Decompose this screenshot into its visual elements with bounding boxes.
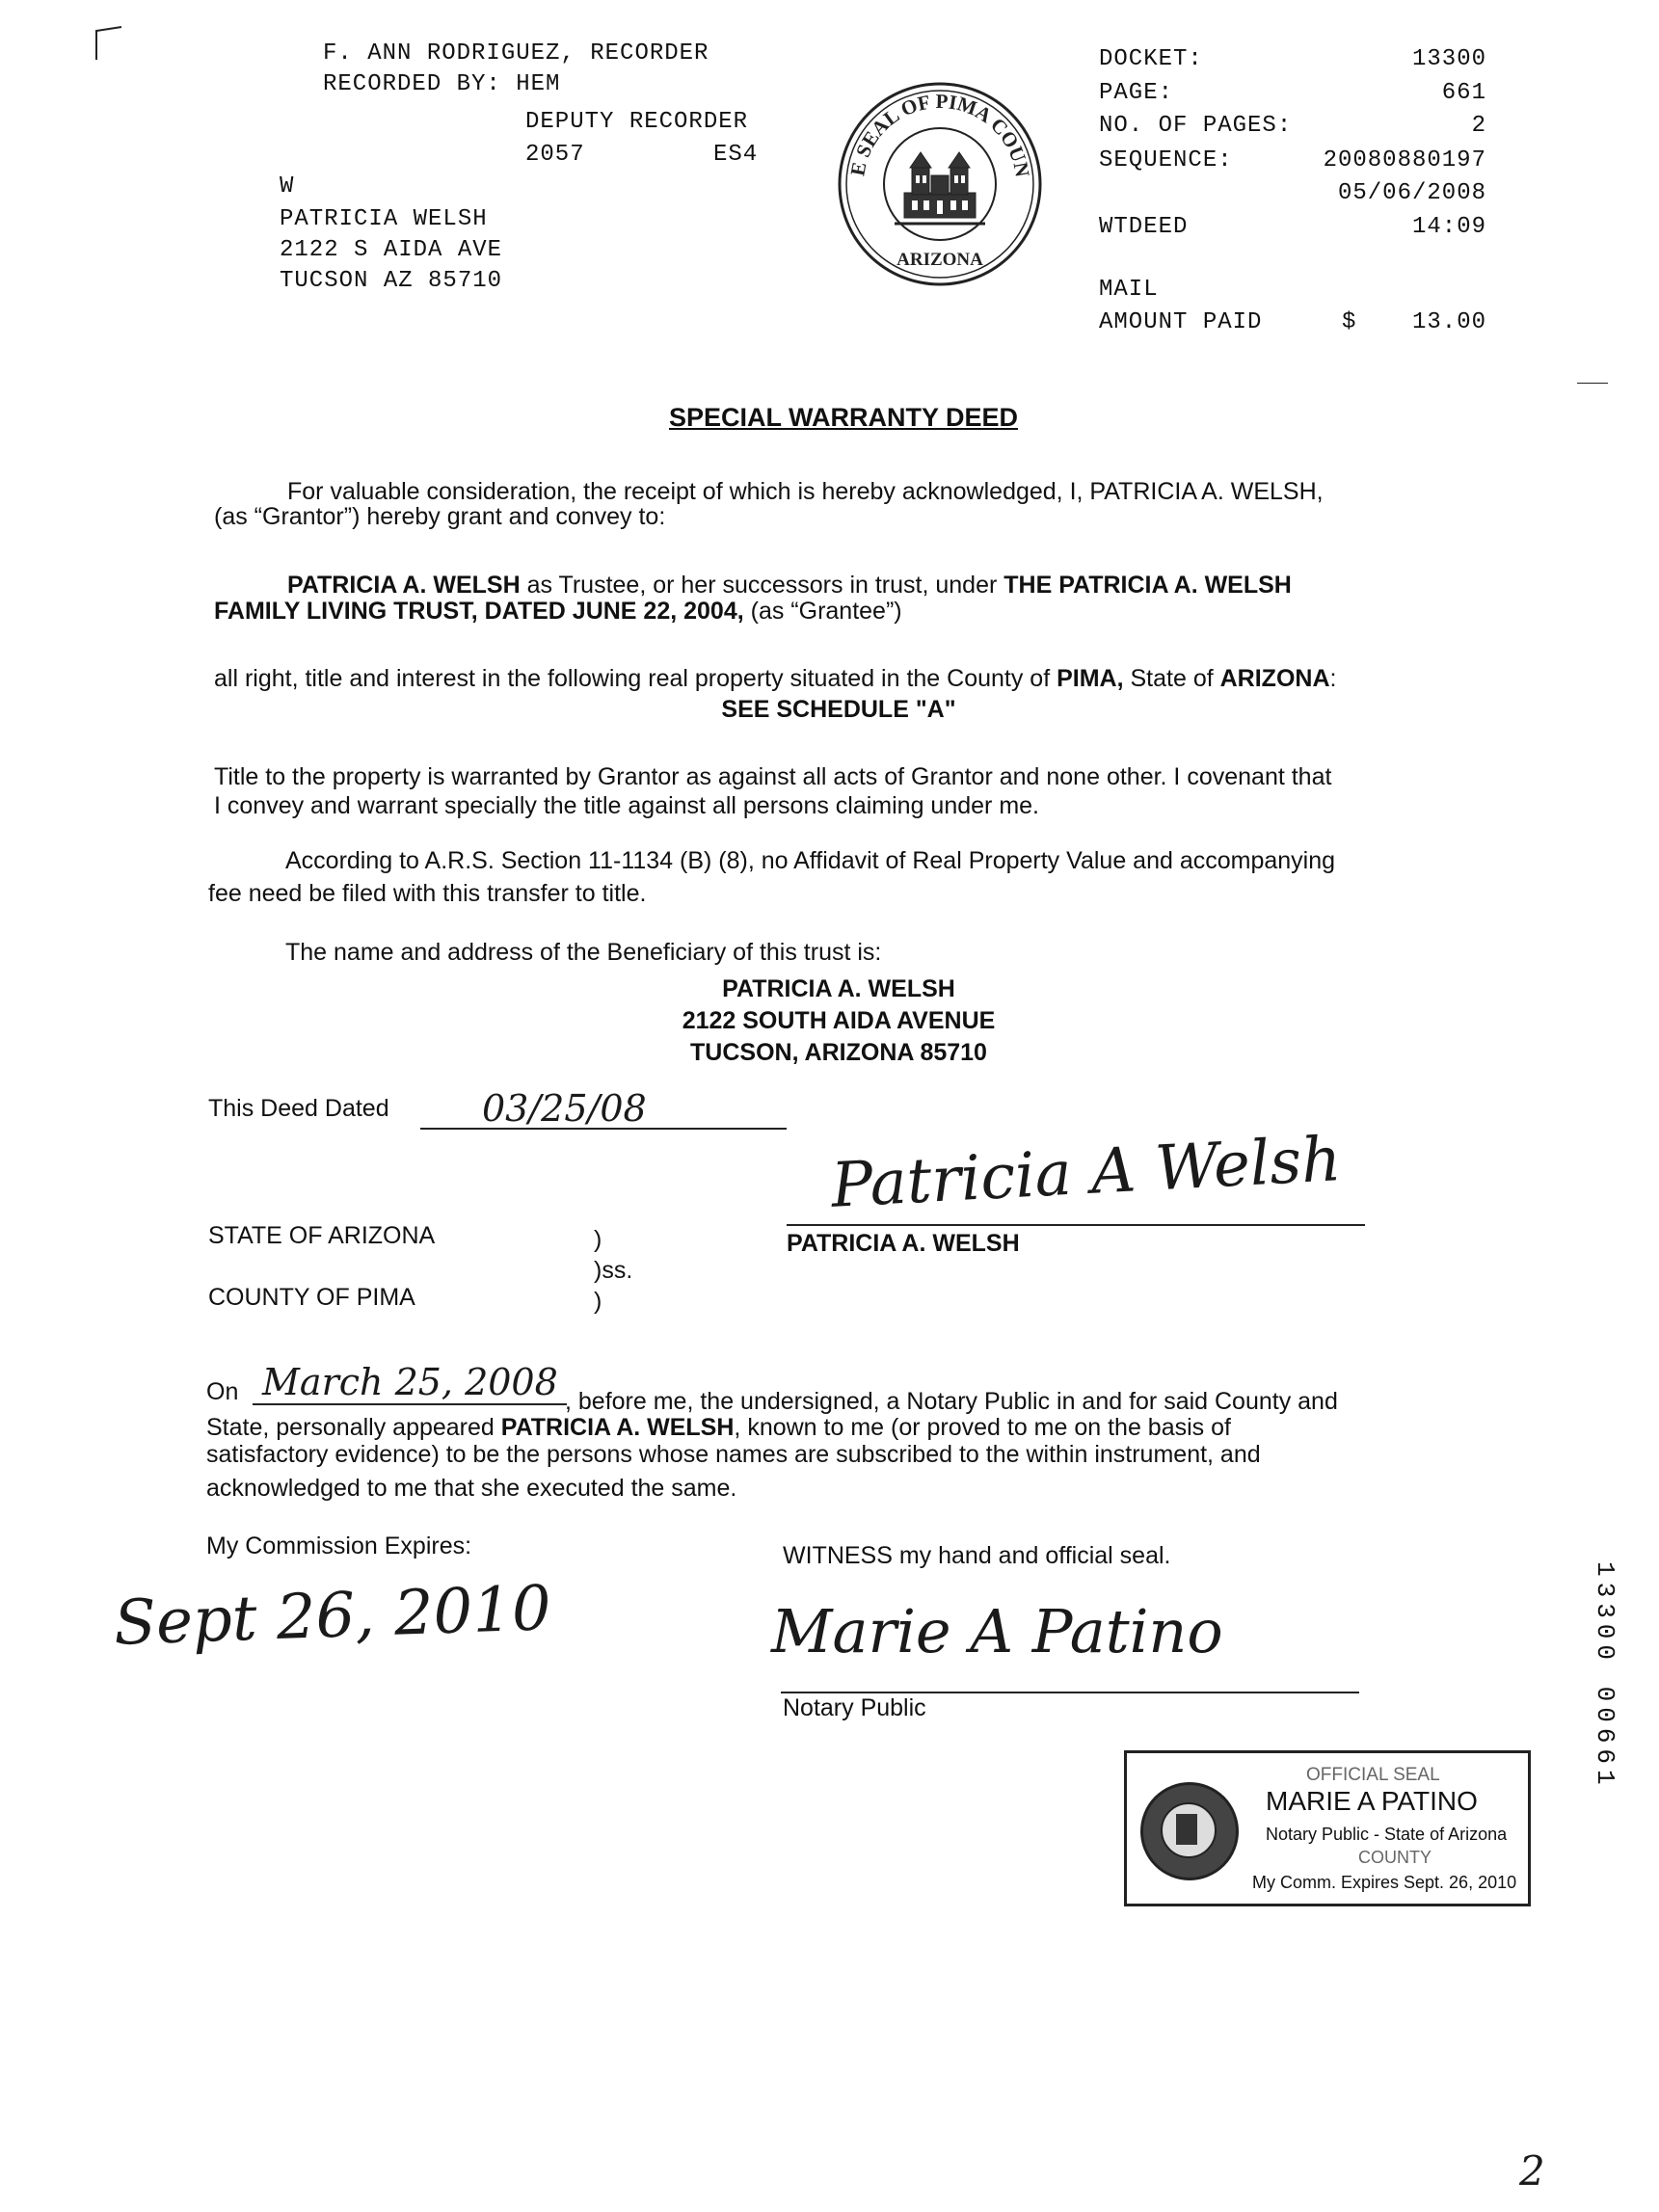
docket-value: 13300 [1411, 46, 1486, 72]
trust-name-end: FAMILY LIVING TRUST, DATED JUNE 22, 2004, [214, 598, 744, 625]
beneficiary-name: PATRICIA A. WELSH [722, 975, 955, 1002]
signer-name: PATRICIA A. WELSH [787, 1230, 1020, 1257]
notary-public-label: Notary Public [783, 1694, 926, 1721]
notary-on: On [206, 1378, 239, 1405]
page-value: 661 [1441, 80, 1486, 106]
notary-line-3: satisfactory evidence) to be the persons whose names are subscribed to the within instrument, and [206, 1441, 1261, 1468]
beneficiary-street: 2122 SOUTH AIDA AVENUE [682, 1007, 996, 1034]
affidavit-line-1: According to A.R.S. Section 11-1134 (B) (8), no Affidavit of Real Property Value and accompanying [285, 847, 1336, 874]
grantor-signature-line [787, 1224, 1365, 1226]
state-name: ARIZONA [1219, 665, 1330, 692]
stamp-state: Notary Public - State of Arizona [1266, 1825, 1508, 1844]
venue-county: COUNTY OF PIMA [208, 1284, 415, 1311]
grantee-text: as Trustee, or her successors in trust, under [520, 572, 1004, 599]
dated-line [420, 1128, 787, 1130]
notary-date-line [253, 1403, 567, 1405]
recorder-code-1: 2057 [525, 142, 585, 168]
sequence-value: 20080880197 [1323, 147, 1486, 173]
return-street: 2122 S AIDA AVE [280, 237, 503, 263]
notary-line-2 [206, 1414, 1231, 1442]
county-seal [835, 79, 1045, 289]
amount-label: AMOUNT PAID [1099, 309, 1263, 335]
mail-label: MAIL [1099, 277, 1159, 303]
recorded-time: 14:09 [1411, 214, 1486, 240]
docket-label: DOCKET: [1099, 46, 1203, 72]
venue-state: STATE OF ARIZONA [208, 1222, 436, 1249]
return-name: PATRICIA WELSH [280, 206, 488, 232]
notary-line-4: acknowledged to me that she executed the same. [206, 1475, 737, 1502]
sequence-label: SEQUENCE: [1099, 147, 1233, 173]
pages-value: 2 [1471, 113, 1486, 139]
document-type: WTDEED [1099, 214, 1189, 240]
venue-paren-2: ) [594, 1288, 602, 1315]
schedule-reference: SEE SCHEDULE "A" [721, 696, 956, 723]
recorder-code-2: ES4 [713, 142, 759, 168]
dated-label: This Deed Dated [208, 1095, 389, 1122]
return-code: W [280, 173, 295, 200]
beneficiary-intro: The name and address of the Beneficiary of this trust is: [285, 939, 882, 966]
corner-mark [91, 25, 129, 64]
notary-date-hand: March 25, 2008 [262, 1361, 558, 1403]
margin-tick [1577, 383, 1608, 384]
property-text: all right, title and interest in the following real property situated in the County of [214, 665, 1057, 692]
grant-paragraph-line-1: For valuable consideration, the receipt of which is hereby acknowledged, I, PATRICIA A. WELSH, [287, 478, 1324, 505]
grantee-label: (as “Grantee”) [743, 598, 902, 625]
pages-label: NO. OF PAGES: [1099, 113, 1293, 139]
page-label: PAGE: [1099, 80, 1174, 106]
stamp-seal-icon [1140, 1782, 1239, 1880]
notary-appearer: PATRICIA A. WELSH [500, 1414, 735, 1441]
affidavit-line-2: fee need be filed with this transfer to title. [208, 880, 647, 907]
recorded-date: 05/06/2008 [1337, 180, 1486, 206]
amount-currency: $ [1342, 309, 1357, 335]
county-name: PIMA, [1057, 665, 1124, 692]
notary-text-c: , known to me (or proved to me on the basis of [734, 1414, 1231, 1441]
property-line [214, 665, 1336, 693]
commission-label: My Commission Expires: [206, 1532, 472, 1559]
page-number-mark: 2 [1519, 2147, 1545, 2195]
dated-value: 03/25/08 [482, 1087, 647, 1130]
grantee-name: PATRICIA A. WELSH [287, 572, 521, 599]
deed-title: SPECIAL WARRANTY DEED [668, 403, 1019, 432]
deputy-recorder: DEPUTY RECORDER [525, 109, 749, 135]
recorded-by: RECORDED BY: HEM [323, 71, 561, 97]
stamp-official-seal: OFFICIAL SEAL [1306, 1765, 1440, 1785]
commission-date-hand: Sept 26, 2010 [112, 1573, 552, 1660]
notary-line-1: , before me, the undersigned, a Notary Public in and for said County and [565, 1388, 1338, 1415]
colon: : [1329, 665, 1337, 692]
stamp-county: COUNTY [1358, 1848, 1432, 1867]
venue-paren-1: ) [594, 1226, 602, 1253]
grantor-signature: Patricia A Welsh [829, 1124, 1344, 1222]
state-text: State of [1123, 665, 1220, 692]
warranty-line-2: I convey and warrant specially the title against all persons claiming under me. [214, 792, 1039, 819]
grantee-line-1 [287, 572, 1292, 600]
stamp-expires: My Comm. Expires Sept. 26, 2010 [1252, 1873, 1517, 1892]
beneficiary-city: TUCSON, ARIZONA 85710 [690, 1039, 987, 1066]
notary-stamp [1124, 1750, 1531, 1906]
trust-name-start: THE PATRICIA A. WELSH [1003, 572, 1292, 599]
notary-signature: Marie A Patino [771, 1596, 1223, 1666]
warranty-line-1: Title to the property is warranted by Grantor as against all acts of Grantor and none other. I covenant that [214, 763, 1332, 790]
notary-signature-line [781, 1692, 1359, 1693]
seal-bottom-text: ARIZONA [896, 250, 983, 270]
notary-text-a: State, personally appeared [206, 1414, 501, 1441]
venue-ss: )ss. [594, 1257, 633, 1284]
amount-value: 13.00 [1411, 309, 1486, 335]
grant-paragraph-line-2: (as “Grantor”) hereby grant and convey to: [214, 503, 666, 530]
return-city: TUCSON AZ 85710 [280, 268, 503, 294]
stamp-notary-name: MARIE A PATINO [1266, 1786, 1478, 1816]
side-docket-number: 13300 00661 [1591, 1561, 1619, 1791]
seal-top-text: E SEAL OF PIMA COUN [845, 89, 1034, 179]
witness-text: WITNESS my hand and official seal. [783, 1542, 1171, 1569]
recorder-name: F. ANN RODRIGUEZ, RECORDER [323, 40, 709, 67]
grantee-line-2 [214, 598, 902, 626]
